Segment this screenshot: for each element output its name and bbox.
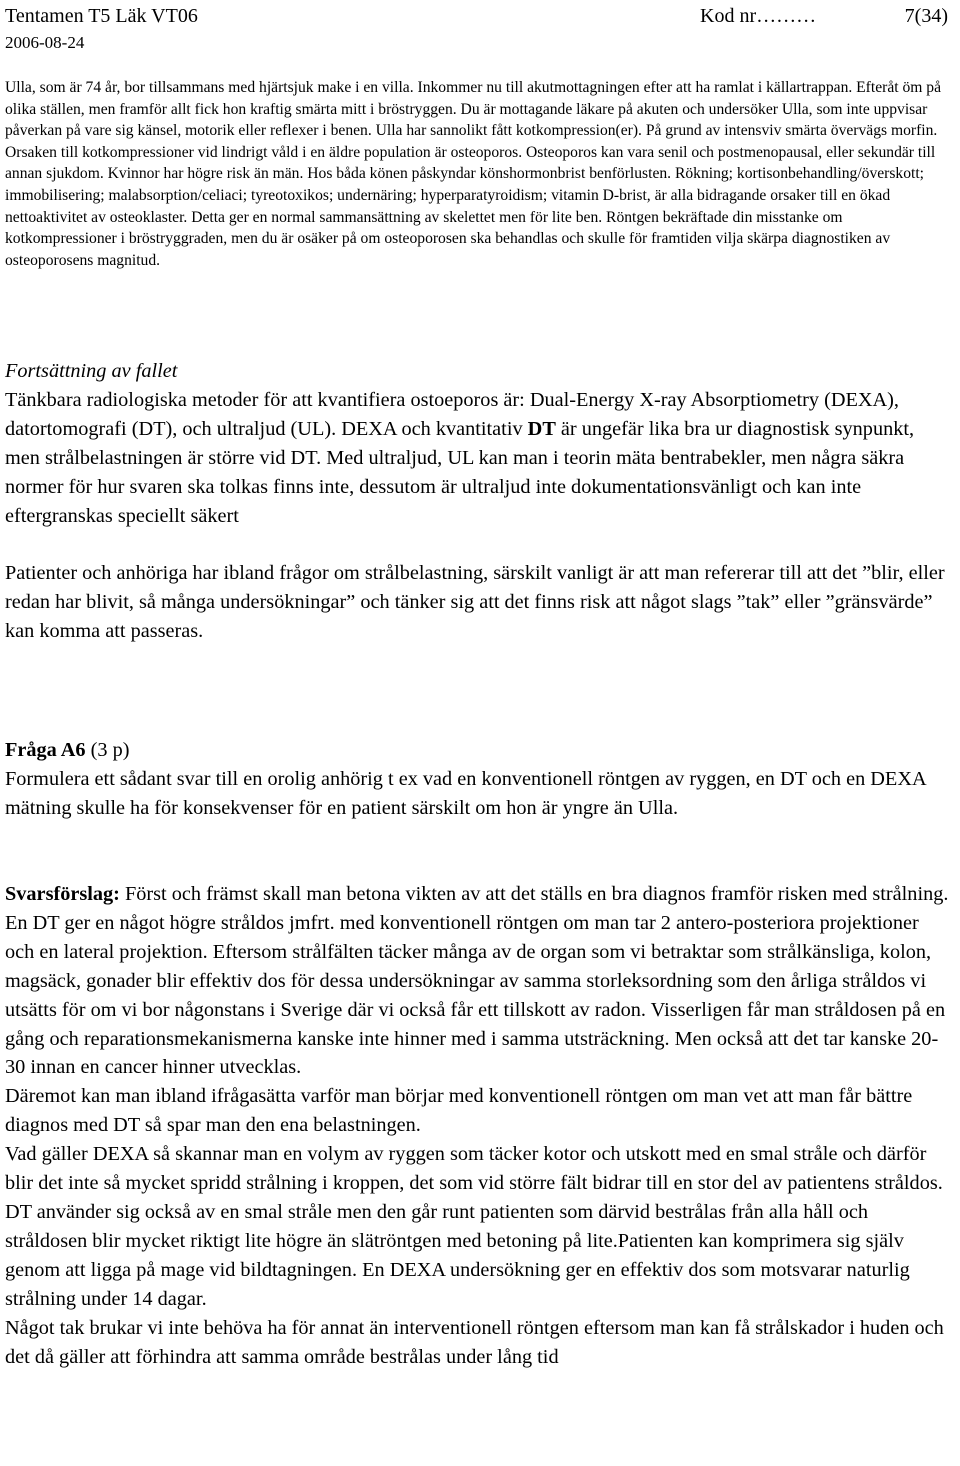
question-section bbox=[5, 736, 953, 823]
continuation-section bbox=[5, 357, 953, 646]
answer-paragraph-4: Något tak brukar vi inte behöva ha för annat än interventionell röntgen eftersom man kan få strålskador i huden och det då gäller att förhindra att samma område bestrålas under lång tid bbox=[5, 1316, 944, 1368]
continuation-heading: Fortsättning av fallet bbox=[5, 360, 178, 382]
page-number: 7(34) bbox=[904, 5, 948, 27]
continuation-paragraph-2: Patienter och anhöriga har ibland frågor om strålbelastning, särskilt vanligt är att man refererar till att det ”blir, eller redan har blivit, så många undersökningar” och tänker sig att det finns risk att något slags ”tak” eller ”gränsvärde” kan komma att passeras. bbox=[5, 562, 945, 643]
answer-section bbox=[5, 880, 953, 1371]
para1-start: Tänkbara radiologiska metoder för att kvantifiera ostoeporos är: Dual-Energy X-ray Absorptiometry (DEXA), datortomografi (DT), och ultraljud (UL). DEXA och kvantitativ bbox=[5, 388, 899, 440]
answer-p1-text: Först och främst skall man betona vikten av att det ställs en bra diagnos framför risken med strålning. En DT ger en något högre stråldos jmfrt. med konventionell röntgen om man tar 2 antero-posteriora projektioner och en lateral projektion. Eftersom strålfälten täcker många av de organ som vi betraktar som strålkänsliga, kolon, magsäck, gonader blir effektiv dos för dessa undersökningar av samma storleksordning som den årliga stråldos vi utsätts för om vi bor någonstans i Sverige där vi också får ett tillskott av radon. Visserligen får man stråldosen på en gång och reparationsmekanismerna kanske inte hinner med i samma utsträckning. Men också att det tar kanske 20-30 innan en cancer hinner utvecklas. bbox=[5, 883, 949, 1079]
question-text: Formulera ett sådant svar till en orolig anhörig t ex vad en konventionell röntgen av ryggen, en DT och en DEXA mätning skulle ha för konsekvenser för en patient särskilt om hon är yngre än Ulla. bbox=[5, 767, 926, 819]
question-label: Fråga A6 bbox=[5, 739, 86, 761]
para1-end: är ungefär lika bra ur diagnostisk synpunkt, men strålbelastningen är större vid DT. Med ultraljud, UL kan man i teorin mäta bentrabekler, men några säkra normer för hur svaren ska tolkas finns inte, dessutom är ultraljud inte dokumentationsvänligt och kan inte eftergranskas speciellt säkert bbox=[5, 417, 915, 527]
answer-label: Svarsförslag: bbox=[5, 883, 120, 905]
code-number: Kod nr……… bbox=[700, 5, 817, 27]
para1-bold-dt: DT bbox=[527, 417, 556, 440]
question-heading bbox=[5, 736, 953, 765]
answer-paragraph-1 bbox=[5, 880, 953, 1082]
continuation-paragraph-1 bbox=[5, 386, 953, 531]
exam-title: Tentamen T5 Läk VT06 bbox=[5, 5, 198, 27]
answer-paragraph-2: Däremot kan man ibland ifrågasätta varför man börjar med konventionell röntgen om man vet att man får bättre diagnos med DT så spar man den ena belastningen. bbox=[5, 1085, 913, 1137]
answer-paragraph-3: Vad gäller DEXA så skannar man en volym av ryggen som täcker kotor och utskott med en smal stråle och därför blir det inte så mycket spridd strålning i kroppen, det som vid större fält bidrar till en stor del av patientens stråldos. DT använder sig också av en smal stråle men den går runt patienten som därvid bestrålas från alla håll och stråldosen blir mycket riktigt lite högre än slätröntgen med betoning på lite.Patienten kan komprimera sig själv genom att ligga på mage vid bildtagningen. En DEXA undersökning ger en effektiv dos som motsvarar naturlig strålning under 14 dagar. bbox=[5, 1143, 943, 1310]
case-description: Ulla, som är 74 år, bor tillsammans med hjärtsjuk make i en villa. Inkommer nu till akutmottagningen efter att ha ramlat i källartrappan. Efteråt öm på olika ställen, men framför allt fick hon kraftig smärta mitt i bröstryggen. Du är mottagande läkare på akuten och undersöker Ulla, som inte uppvisar påverkan på vare sig känsel, motorik eller reflexer i benen. Ulla har sannolikt fått kotkompression(er). På grund av intensviv smärta övervägs morfin. Orsaken till kotkompressioner vid lindrigt våld i en äldre population är osteoporos. Osteoporos kan vara senil och postmenopausal, eller sekundär till annan sjukdom. Kvinnor har högre risk än män. Hos båda könen påskyndar könshormonbrist benförlusten. Rökning; kortisonbehandling/överskott; immobilisering; malabsorption/celiaci; tyreotoxikos; undernäring; hyperparatyroidism; vitamin D-brist, är alla bidragande orsaker till en ökad nettoaktivitet av osteoklaster. Detta ger en normal sammansättning av skelettet men för lite ben. Röntgen bekräftade din misstanke om kotkompressioner i bröstryggraden, men du är osäker på om osteoporosen ska behandlas och skulle för framtiden vilja skärpa diagnostiken av osteoporosens magnitud. bbox=[5, 79, 942, 269]
exam-date: 2006-08-24 bbox=[5, 33, 85, 52]
question-points: (3 p) bbox=[85, 739, 130, 761]
